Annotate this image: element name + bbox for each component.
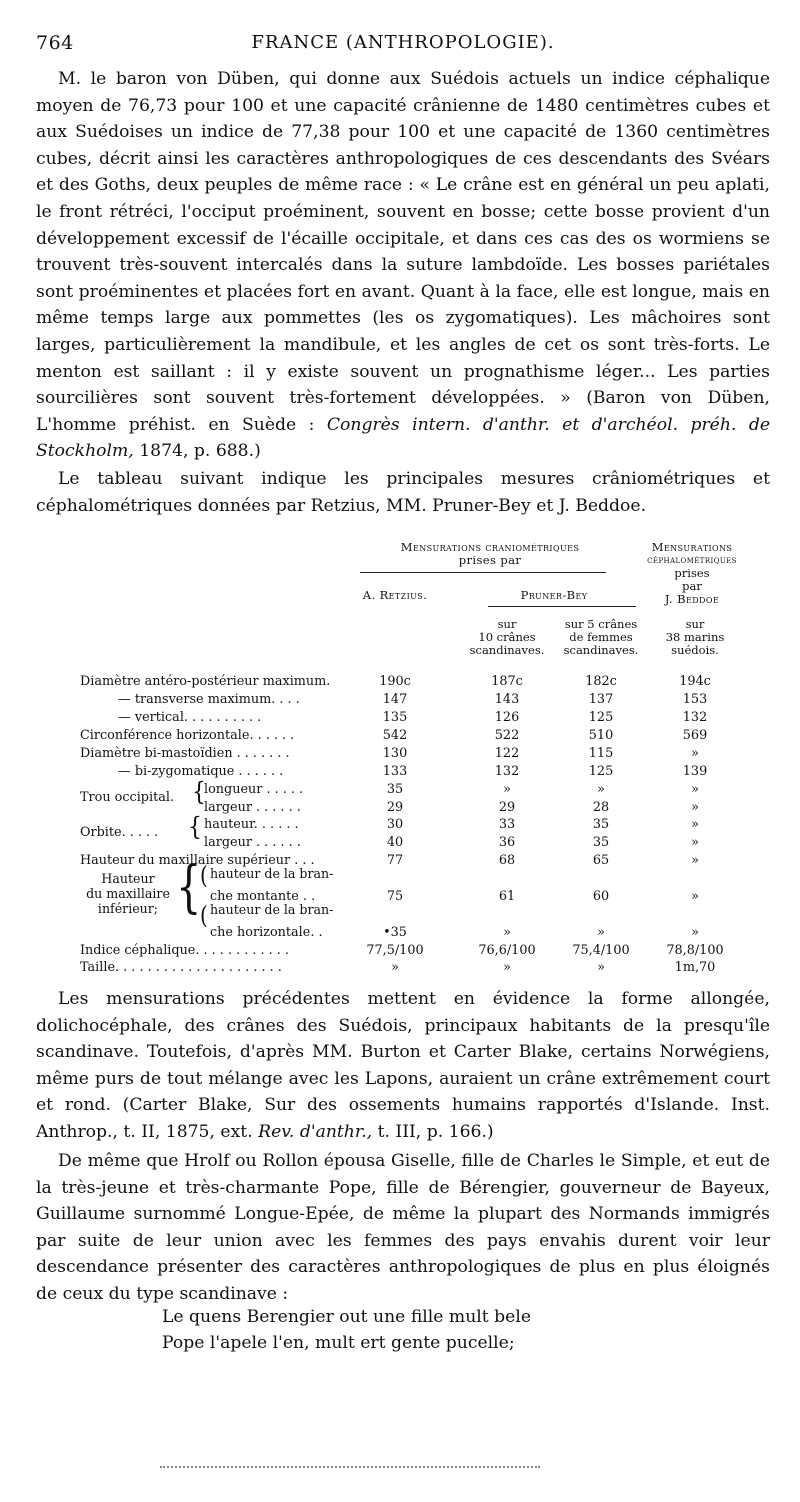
paragraph-duben-citation-end: 1874, p. 688.) xyxy=(139,441,261,462)
row-cell: » xyxy=(691,835,699,850)
row-label: Circonférence horizontale. . . . . . xyxy=(80,728,295,743)
row-cell: 147 xyxy=(382,692,408,707)
row-cell: 194c xyxy=(679,674,711,689)
row-cell: 130 xyxy=(382,746,408,761)
brace-trou: { xyxy=(192,778,206,807)
row-cell: » xyxy=(691,817,699,832)
row-cell: 1m,70 xyxy=(674,960,716,975)
row-cell: 135 xyxy=(382,710,408,725)
row-cell: 569 xyxy=(682,728,708,743)
paragraph-mensurations-end: t. III, p. 166.) xyxy=(377,1121,494,1142)
row-cell: 30 xyxy=(386,817,404,832)
header-col3-line1: sur 5 crânes xyxy=(564,617,638,631)
row-cell: 33 xyxy=(498,817,516,832)
row-cell: 153 xyxy=(682,692,708,707)
row-cell: 77 xyxy=(386,853,404,868)
row-label: — bi-zygomatique . . . . . . xyxy=(118,764,284,779)
header-col4-line2: 38 marins xyxy=(665,630,725,644)
header-rule-pruner xyxy=(488,606,636,607)
row-cell: 65 xyxy=(592,853,610,868)
row-label: — transverse maximum. . . . xyxy=(118,692,300,707)
row-cell: » xyxy=(503,960,511,975)
row-cell: » xyxy=(691,746,699,761)
maxillaire-sub-label-2: hauteur de la bran- xyxy=(210,902,334,917)
row-cell: 29 xyxy=(386,800,404,815)
paragraph-mensurations xyxy=(36,986,770,1146)
row-cell: 68 xyxy=(498,853,516,868)
row-label: hauteur. . . . . . xyxy=(204,817,299,832)
row-cell: 78,8/100 xyxy=(666,943,724,958)
row-cell: •35 xyxy=(383,925,407,940)
row-cell: 125 xyxy=(588,710,614,725)
row-cell: » xyxy=(691,925,699,940)
header-col2-line3: scandinaves. xyxy=(469,643,545,657)
header-col3-line3: scandinaves. xyxy=(563,643,639,657)
header-cranio-line2: prises par xyxy=(458,553,522,567)
header-cephalo-line3: prises xyxy=(674,566,710,580)
row-cell: 190c xyxy=(379,674,411,689)
brace-orbite: { xyxy=(188,813,202,842)
paragraph-table-intro: Le tableau suivant indique les principales mesures crâniométriques et céphalométriques données par Retzius, MM. Pruner-Bey et J. Beddoe. xyxy=(36,469,770,516)
row-cell: 75 xyxy=(386,889,404,904)
group-maxillaire-line1: Hauteur xyxy=(101,871,155,886)
maxillaire-sub-label-1: hauteur de la bran- xyxy=(210,866,334,881)
row-cell: 187c xyxy=(491,674,523,689)
row-cell: 137 xyxy=(588,692,614,707)
row-label: longueur . . . . . xyxy=(204,782,304,797)
header-col4-line3: suédois. xyxy=(671,643,719,657)
paragraph-duben-text: M. le baron von Düben, qui donne aux Suédois actuels un indice céphalique moyen de 76,73 pour 100 et une capacité crânienne de 1480 centimètres cubes et aux Suédoises un indice de 77,38 pour 100 et une capacité de 1360 centimètres cubes, décrit ainsi les caractères anthropologiques de ces descendants des Svéars et des Goths, deux peuples de même race : « Le crâne est en général un peu aplati, le front rétréci, l'occiput proéminent, souvent en bosse; cette bosse provient d'un développement excessif de l'écaille occipitale, et dans ces cas des os wormiens se trouvent très-souvent intercalés dans la suture lambdoïde. Les bosses pariétales sont proéminentes et placées fort en avant. Quant à la face, elle est longue, mais en même temps large aux pommettes (les os zygomatiques). Les mâchoires sont larges, particulièrement la mandibule, et les angles de cet os sont très-forts. Le menton est saillant : il y existe souvent un prognathisme léger... Les parties sourcilières sont souvent très-fortement développées. » (Baron von Düben, L'homme préhist. en Suède : xyxy=(36,69,770,435)
row-cell: 76,6/100 xyxy=(478,943,536,958)
header-cephalo-line2: céphalométriques xyxy=(647,554,737,566)
header-retzius: A. Retzius. xyxy=(362,588,428,602)
measurements-table xyxy=(0,538,800,978)
header-col2-line2: 10 crânes xyxy=(478,630,536,644)
row-cell: 40 xyxy=(386,835,404,850)
group-maxillaire-line2: du maxillaire xyxy=(86,886,170,901)
header-col2 xyxy=(462,618,552,657)
header-col4 xyxy=(650,618,740,657)
row-cell: » xyxy=(597,960,605,975)
header-cephalo-line1: Mensurations xyxy=(651,540,733,554)
row-label: Diamètre antéro-postérieur maximum. xyxy=(80,674,331,689)
row-cell: » xyxy=(691,800,699,815)
group-orbite: Orbite. . . . . xyxy=(80,825,159,840)
group-maxillaire-inferieur xyxy=(80,871,176,916)
header-col3 xyxy=(556,618,646,657)
brace-maxillaire-sub2: ( xyxy=(200,900,208,930)
brace-maxillaire-sub1: ( xyxy=(200,860,208,890)
row-cell: 122 xyxy=(494,746,520,761)
paragraph-duben-citation: Congrès intern. d'anthr. et d'archéol. préh. de Stockholm, xyxy=(36,414,770,462)
row-cell: 35 xyxy=(592,817,610,832)
row-cell: » xyxy=(691,889,699,904)
row-cell: 75,4/100 xyxy=(572,943,630,958)
header-col3-line2: de femmes xyxy=(569,630,633,644)
header-pruner-bey: Pruner-Bey xyxy=(520,588,588,602)
row-cell: » xyxy=(597,925,605,940)
row-label: Diamètre bi-mastoïdien . . . . . . . xyxy=(80,746,290,761)
row-cell: » xyxy=(597,782,605,797)
row-label: largeur . . . . . . xyxy=(204,800,301,815)
verse-line-1: Le quens Berengier out une fille mult bele xyxy=(162,1307,531,1327)
row-label: che horizontale. . xyxy=(210,925,323,940)
row-cell: 115 xyxy=(588,746,614,761)
header-cranio-line1: Mensurations craniométriques xyxy=(400,540,580,554)
row-cell: 28 xyxy=(592,800,610,815)
header-cranio-group xyxy=(370,541,610,567)
row-cell: 35 xyxy=(386,782,404,797)
row-label: — vertical. . . . . . . . . . xyxy=(118,710,262,725)
row-cell: 125 xyxy=(588,764,614,779)
row-cell: » xyxy=(503,782,511,797)
row-label: Hauteur du maxillaire supérieur . . . xyxy=(80,853,315,868)
row-cell: 126 xyxy=(494,710,520,725)
row-cell: 132 xyxy=(682,710,708,725)
row-cell: 522 xyxy=(494,728,520,743)
row-cell: » xyxy=(691,782,699,797)
verse-line-2: Pope l'apele l'en, mult ert gente pucelle; xyxy=(162,1333,515,1353)
brace-maxillaire: { xyxy=(176,855,202,921)
row-cell: 29 xyxy=(498,800,516,815)
header-cephalo-group xyxy=(628,541,756,606)
row-cell: 133 xyxy=(382,764,408,779)
row-cell: 35 xyxy=(592,835,610,850)
row-label: Indice céphalique. . . . . . . . . . . . xyxy=(80,943,289,958)
header-cephalo-line5: J. Beddoe xyxy=(664,592,720,606)
row-cell: 182c xyxy=(585,674,617,689)
header-rule-cranio xyxy=(360,572,606,573)
row-label: Taille. . . . . . . . . . . . . . . . . . . . . xyxy=(80,960,282,975)
row-cell: 143 xyxy=(494,692,520,707)
paragraph-mensurations-text: Les mensurations précédentes mettent en évidence la forme allongée, dolichocéphale, des crânes des Suédois, principaux habitants de la presqu'île scandinave. Toutefois, d'après MM. Burton et Carter Blake, certains Norwégiens, même purs de tout mélange avec les Lapons, auraient un crâne extrêmement court et rond. (Carter Blake, Sur des ossements humains rapportés d'Islande. Inst. Anthrop., t. II, 1875, ext. xyxy=(36,989,770,1142)
page-number: 764 xyxy=(36,32,74,54)
row-cell: 60 xyxy=(592,889,610,904)
row-cell: 61 xyxy=(498,889,516,904)
paragraph-mensurations-journal: Rev. d'anthr., xyxy=(258,1121,373,1142)
row-label: che montante . . xyxy=(210,889,316,904)
header-col2-line1: sur xyxy=(497,617,517,631)
paragraph-rollon: De même que Hrolf ou Rollon épousa Giselle, fille de Charles le Simple, et eut de la très-jeune et très-charmante Pope, fille de Bérengier, gouverneur de Bayeux, Guillaume surnommé Longue-Epée, de même la plupart des Normands immigrés par suite de leur union avec les femmes des pays envahis durent voir leur descendance présenter des caractères anthropologiques de plus en plus éloignés de ceux du type scandinave : xyxy=(36,1151,770,1304)
row-cell: 510 xyxy=(588,728,614,743)
header-cephalo-line4: par xyxy=(682,579,702,593)
row-cell: 139 xyxy=(682,764,708,779)
footer-dotted-rule xyxy=(160,1466,540,1468)
group-trou-occipital: Trou occipital. xyxy=(80,790,175,805)
row-cell: 77,5/100 xyxy=(366,943,424,958)
row-cell: 36 xyxy=(498,835,516,850)
verse-quotation xyxy=(162,1304,531,1356)
row-cell: 132 xyxy=(494,764,520,779)
group-maxillaire-line3: inférieur; xyxy=(97,901,159,916)
row-cell: » xyxy=(391,960,399,975)
page-header xyxy=(36,32,770,56)
row-cell: 542 xyxy=(382,728,408,743)
row-label: largeur . . . . . . xyxy=(204,835,301,850)
header-col4-line1: sur xyxy=(685,617,705,631)
row-cell: » xyxy=(691,853,699,868)
running-head: FRANCE (ANTHROPOLOGIE). xyxy=(251,32,555,53)
row-cell: » xyxy=(503,925,511,940)
paragraph-duben xyxy=(36,66,770,465)
